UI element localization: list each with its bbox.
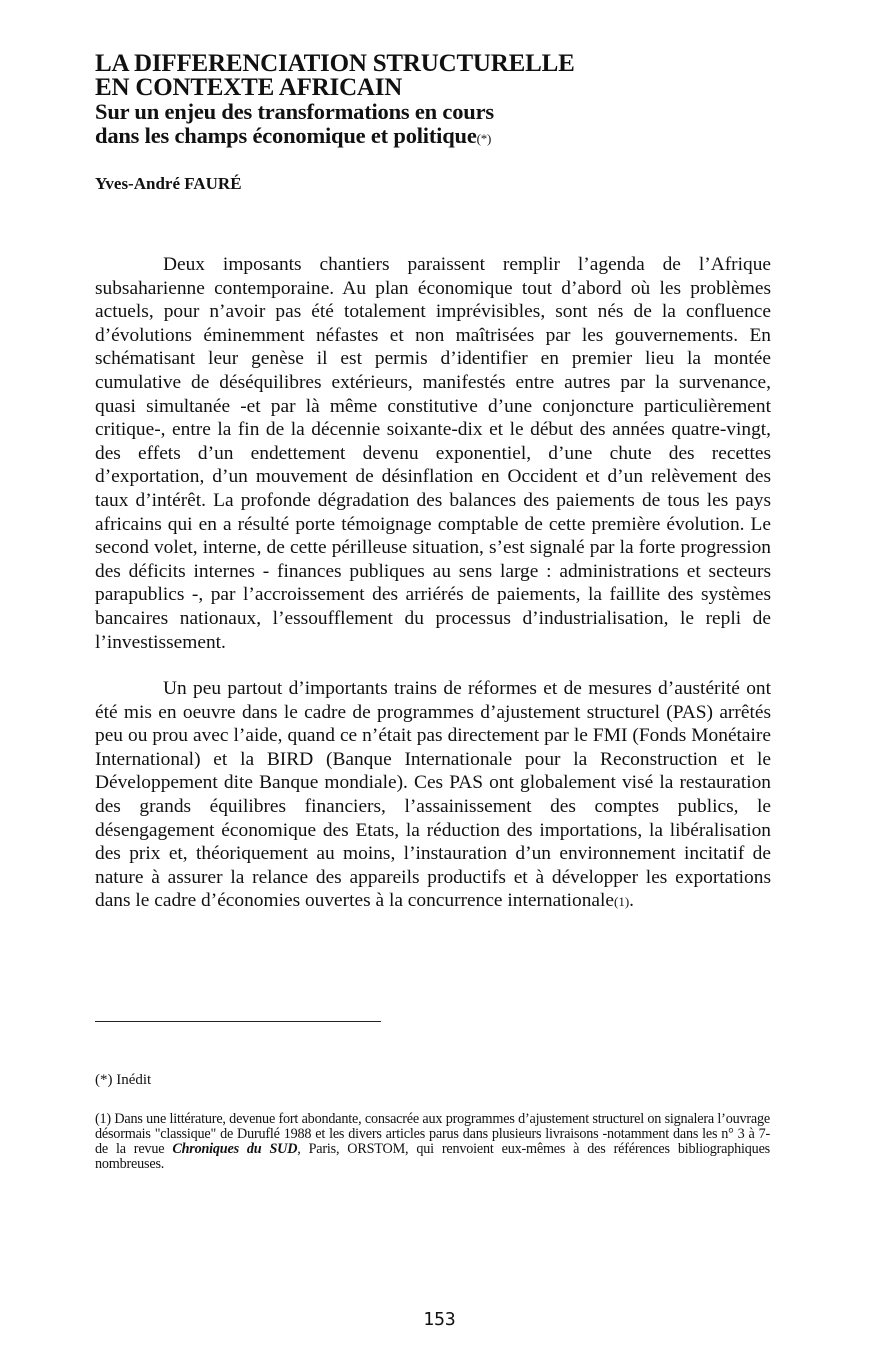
article-body [95, 253, 771, 914]
paragraph-2-text: Un peu partout d’importants trains de réformes et de mesures d’austérité ont été mis en oeuvre dans le cadre de programmes d’ajustement structurel (PAS) arrêtés peu ou prou avec l’aide, quand ce n’était pas directement par le FMI (Fonds Monétaire International) et la BIRD (Banque Internationale pour la Reconstruction et le Développement dite Banque mondiale). Ces PAS ont globalement visé la restauration des grands équilibres financiers, l’assainissement des comptes publics, le désengagement économique des Etats, la réduction des importations, la libéralisation des prix et, théoriquement au moins, l’instauration d’un environnement incitatif de nature à assurer la relance des appareils productifs et à développer les exportations dans le cadre d’économies ouvertes à la concurrence internationale [95, 678, 771, 912]
paragraph-2-end: . [629, 890, 635, 912]
subtitle-line-2: dans les champs économique et politique [95, 123, 477, 148]
article-subtitle [95, 100, 771, 151]
footnote-1-text-end: , Paris, ORSTOM, qui renvoient eux-mêmes à des références bibliographiques nombreuses. [95, 1141, 770, 1172]
title-line-2: EN CONTEXTE AFRICAIN [95, 74, 403, 101]
title-line-1: LA DIFFERENCIATION STRUCTURELLE [95, 50, 575, 77]
article [95, 52, 771, 914]
subtitle-line-1: Sur un enjeu des transformations en cours [95, 99, 494, 124]
footnote-1-journal: Chroniques du SUD [172, 1141, 298, 1157]
author-name: Yves-André FAURÉ [95, 174, 242, 193]
footnote-1 [95, 1112, 770, 1172]
subtitle-footnote-marker: (*) [476, 131, 492, 146]
footnote-star: (*) Inédit [95, 1072, 152, 1088]
footnote-1-text: (1) Dans une littérature, devenue fort abondante, consacrée aux programmes d’ajustement structurel on signalera l’ouvrage désormais "classique" de Duruflé 1988 et les divers articles parus dans plusieurs livraisons -notamment dans les n° 3 à 7- de la revue [95, 1111, 770, 1157]
paragraph-2 [95, 677, 771, 914]
page-number: 153 [423, 1309, 456, 1330]
article-title [95, 52, 771, 100]
footnote-reference-1: (1) [613, 894, 630, 910]
footnote-divider [95, 1021, 381, 1022]
paragraph-1: Deux imposants chantiers paraissent remplir l’agenda de l’Afrique subsaharienne contemporaine. Au plan économique tout d’abord où les problèmes actuels, pour n’avoir pas été totalement imprévisibles, sont nés de la confluence d’évolutions éminemment néfastes et non maîtrisées par les gouvernements. En schématisant leur genèse il est permis d’identifier en premier lieu la montée cumulative de déséquilibres extérieurs, manifestés entre autres par la survenance, quasi simultanée -et par là même constitutive d’une conjoncture particulièrement critique-, entre la fin de la décennie soixante-dix et le début des années quatre-vingt, des effets d’un endettement devenu exponentiel, d’une chute des recettes d’exportation, d’un mouvement de désinflation en Occident et d’un relèvement des taux d’intérêt. La profonde dégradation des balances des paiements de tous les pays africains qui en a résulté porte témoignage comptable de cette première évolution. Le second volet, interne, de cette périlleuse situation, s’est signalé par la forte progression des déficits internes - finances publiques au sens large : administrations et secteurs parapublics -, par l’accroissement des arriérés de paiements, la faillite des systèmes bancaires nationaux, l’essoufflement du processus d’industrialisation, le repli de l’investissement. [95, 254, 771, 653]
